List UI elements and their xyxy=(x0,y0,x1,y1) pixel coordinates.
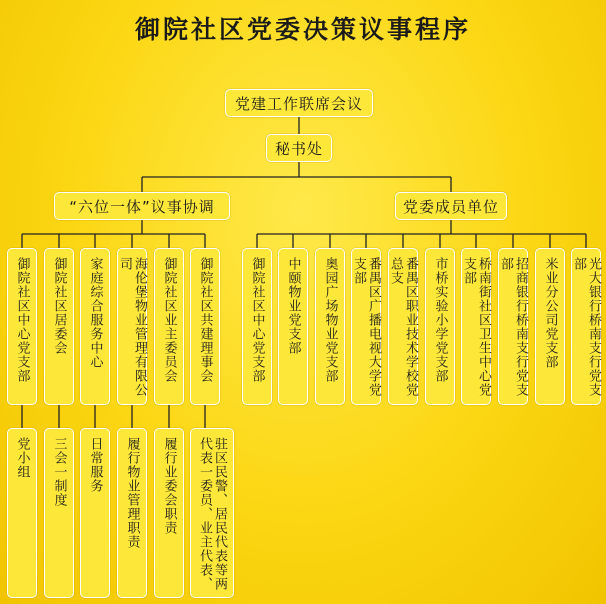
right-member-label: 中颐物业党支部 xyxy=(285,257,301,355)
diagram-title: 御院社区党委决策议事程序 xyxy=(134,15,471,44)
right-member-label: 奥园广场物业党支部 xyxy=(322,257,338,383)
secretariat-node xyxy=(266,134,332,162)
right-member-label: 招商银行桥南支行党支部 xyxy=(498,257,528,397)
duty-node xyxy=(44,428,74,598)
left-member-label: 海伦堡物业管理有限公司 xyxy=(117,257,147,397)
secretariat-label: 秘书处 xyxy=(274,139,323,158)
right-member-node xyxy=(498,248,528,405)
right-member-node xyxy=(351,248,381,405)
duty-label: 履行物业管理职责 xyxy=(124,437,140,549)
left-member-node xyxy=(7,248,37,405)
duty-node xyxy=(80,428,110,598)
left-member-node xyxy=(80,248,110,405)
duty-node xyxy=(117,428,147,598)
right-member-node xyxy=(388,248,418,405)
right-member-label: 市桥实验小学党支部 xyxy=(432,257,448,383)
left-group-node xyxy=(54,192,230,220)
left-member-label: 御院社区中心党支部 xyxy=(14,257,30,383)
left-member-label: 御院社区共建理事会 xyxy=(197,257,213,383)
right-member-node xyxy=(425,248,455,405)
right-member-node xyxy=(461,248,491,405)
right-group-label: 党委成员单位 xyxy=(402,197,499,216)
duty-label: 三会一制度 xyxy=(51,437,67,507)
duty-label: 履行业委会职责 xyxy=(161,437,177,535)
right-member-label: 番禺区职业技术学校党总支 xyxy=(388,257,418,397)
left-member-label: 御院社区居委会 xyxy=(51,257,67,355)
right-member-label: 米业分公司党支部 xyxy=(542,257,558,369)
right-member-node xyxy=(535,248,565,405)
left-member-label: 御院社区业主委员会 xyxy=(161,257,177,383)
left-group-label: “六位一体”议事协调 xyxy=(69,197,215,216)
right-member-node xyxy=(571,248,601,405)
duty-label: 党小组 xyxy=(14,437,30,479)
right-member-node xyxy=(242,248,272,405)
right-member-label: 御院社区中心党支部 xyxy=(249,257,265,383)
right-group-node xyxy=(395,192,507,220)
left-member-node xyxy=(190,248,220,405)
left-member-node xyxy=(154,248,184,405)
duty-node xyxy=(7,428,37,598)
duty-node xyxy=(154,428,184,598)
duty-label: 日常服务 xyxy=(87,437,103,493)
right-member-label: 光大银行桥南支行党支部 xyxy=(571,257,601,397)
right-member-label: 番禺区广播电视大学党支部 xyxy=(351,257,381,397)
duty-label: 驻区民警、居民代表等两代表一委员、业主代表、 xyxy=(197,437,227,591)
top-node-label: 党建工作联席会议 xyxy=(234,94,363,113)
left-member-node xyxy=(117,248,147,405)
right-member-node xyxy=(278,248,308,405)
right-member-label: 桥南街社区卫生中心党支部 xyxy=(461,257,491,397)
left-member-label: 家庭综合服务中心 xyxy=(87,257,103,369)
duty-node xyxy=(190,428,234,598)
top-node-joint-meeting xyxy=(225,89,373,117)
left-member-node xyxy=(44,248,74,405)
right-member-node xyxy=(315,248,345,405)
